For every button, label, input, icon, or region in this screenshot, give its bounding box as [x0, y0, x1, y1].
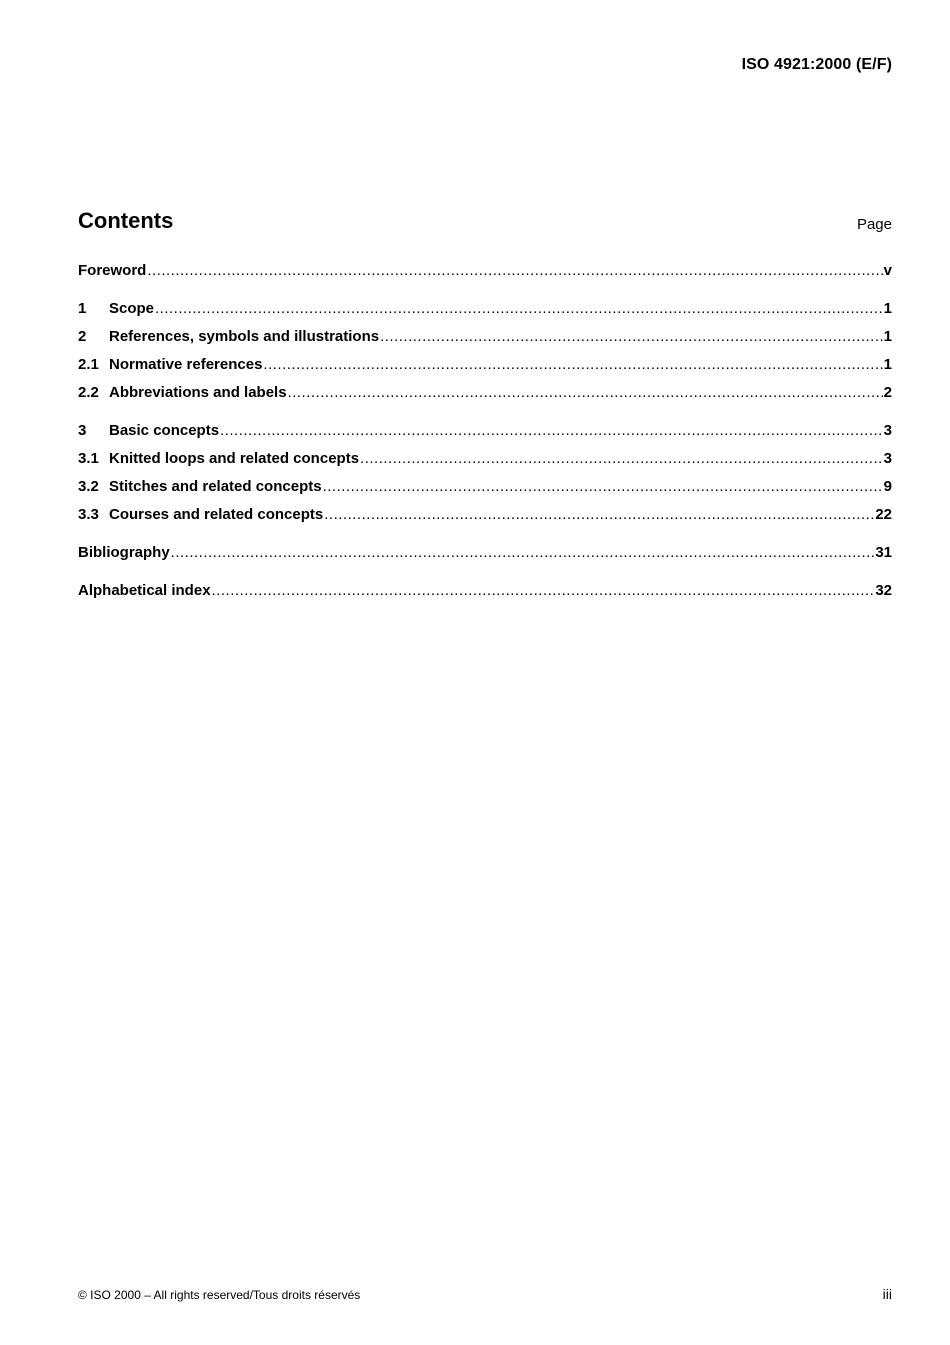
- toc-leader-dots: [360, 445, 883, 473]
- toc-entry-label: Normative references: [109, 356, 263, 373]
- copyright-notice: © ISO 2000 – All rights reserved/Tous droits réservés: [78, 1288, 361, 1302]
- toc-entry-number: 1: [78, 300, 87, 317]
- toc-leader-dots: [147, 257, 882, 285]
- toc-entry-label: Stitches and related concepts: [109, 478, 322, 495]
- toc-entry-page: 1: [883, 300, 892, 317]
- toc-entry-knitted-loops[interactable]: [78, 445, 892, 473]
- toc-entry-page: 3: [883, 450, 892, 467]
- toc-leader-dots: [263, 351, 882, 379]
- toc-entry-number: 2.2: [78, 384, 99, 401]
- toc-entry-references[interactable]: [78, 323, 892, 351]
- toc-leader-dots: [212, 577, 875, 605]
- toc-entry-label: References, symbols and illustrations: [109, 328, 380, 345]
- toc-entry-bibliography[interactable]: [78, 539, 892, 567]
- toc-entry-scope[interactable]: [78, 295, 892, 323]
- page-number: iii: [882, 1286, 892, 1302]
- page-column-label: Page: [856, 216, 892, 233]
- toc-entry-label: Bibliography: [78, 544, 170, 561]
- toc-entry-label: Abbreviations and labels: [109, 384, 287, 401]
- toc-entry-label: Foreword: [78, 262, 147, 279]
- toc-entry-number: 2.1: [78, 356, 99, 373]
- toc-entry-page: 9: [883, 478, 892, 495]
- toc-entry-number: 3.1: [78, 450, 99, 467]
- toc-leader-dots: [324, 501, 874, 529]
- toc-entry-normative-references[interactable]: [78, 351, 892, 379]
- toc-entry-page: 31: [875, 544, 892, 561]
- toc-entry-number: 2: [78, 328, 87, 345]
- toc-entry-page: 2: [883, 384, 892, 401]
- toc-entry-label: Courses and related concepts: [109, 506, 324, 523]
- toc-leader-dots: [288, 379, 883, 407]
- toc-entry-label: Scope: [109, 300, 155, 317]
- toc-entry-page: v: [883, 262, 892, 279]
- table-of-contents: [78, 257, 892, 605]
- toc-entry-page: 1: [883, 356, 892, 373]
- toc-entry-page: 32: [875, 582, 892, 599]
- toc-entry-label: Knitted loops and related concepts: [109, 450, 360, 467]
- toc-entry-page: 3: [883, 422, 892, 439]
- toc-entry-alphabetical-index[interactable]: [78, 577, 892, 605]
- toc-entry-foreword[interactable]: [78, 257, 892, 285]
- toc-leader-dots: [220, 417, 883, 445]
- toc-entry-abbreviations[interactable]: [78, 379, 892, 407]
- toc-entry-page: 22: [875, 506, 892, 523]
- toc-entry-number: 3: [78, 422, 87, 439]
- toc-leader-dots: [323, 473, 883, 501]
- toc-leader-dots: [171, 539, 875, 567]
- toc-leader-dots: [380, 323, 883, 351]
- contents-header: [78, 208, 892, 238]
- toc-leader-dots: [155, 295, 883, 323]
- toc-entry-label: Basic concepts: [109, 422, 220, 439]
- toc-entry-label: Alphabetical index: [78, 582, 211, 599]
- contents-title: Contents: [78, 208, 174, 233]
- toc-entry-basic-concepts[interactable]: [78, 417, 892, 445]
- toc-entry-number: 3.3: [78, 506, 99, 523]
- document-identifier: ISO 4921:2000 (E/F): [741, 56, 892, 73]
- toc-entry-number: 3.2: [78, 478, 99, 495]
- toc-entry-courses[interactable]: [78, 501, 892, 529]
- toc-entry-stitches[interactable]: [78, 473, 892, 501]
- toc-entry-page: 1: [883, 328, 892, 345]
